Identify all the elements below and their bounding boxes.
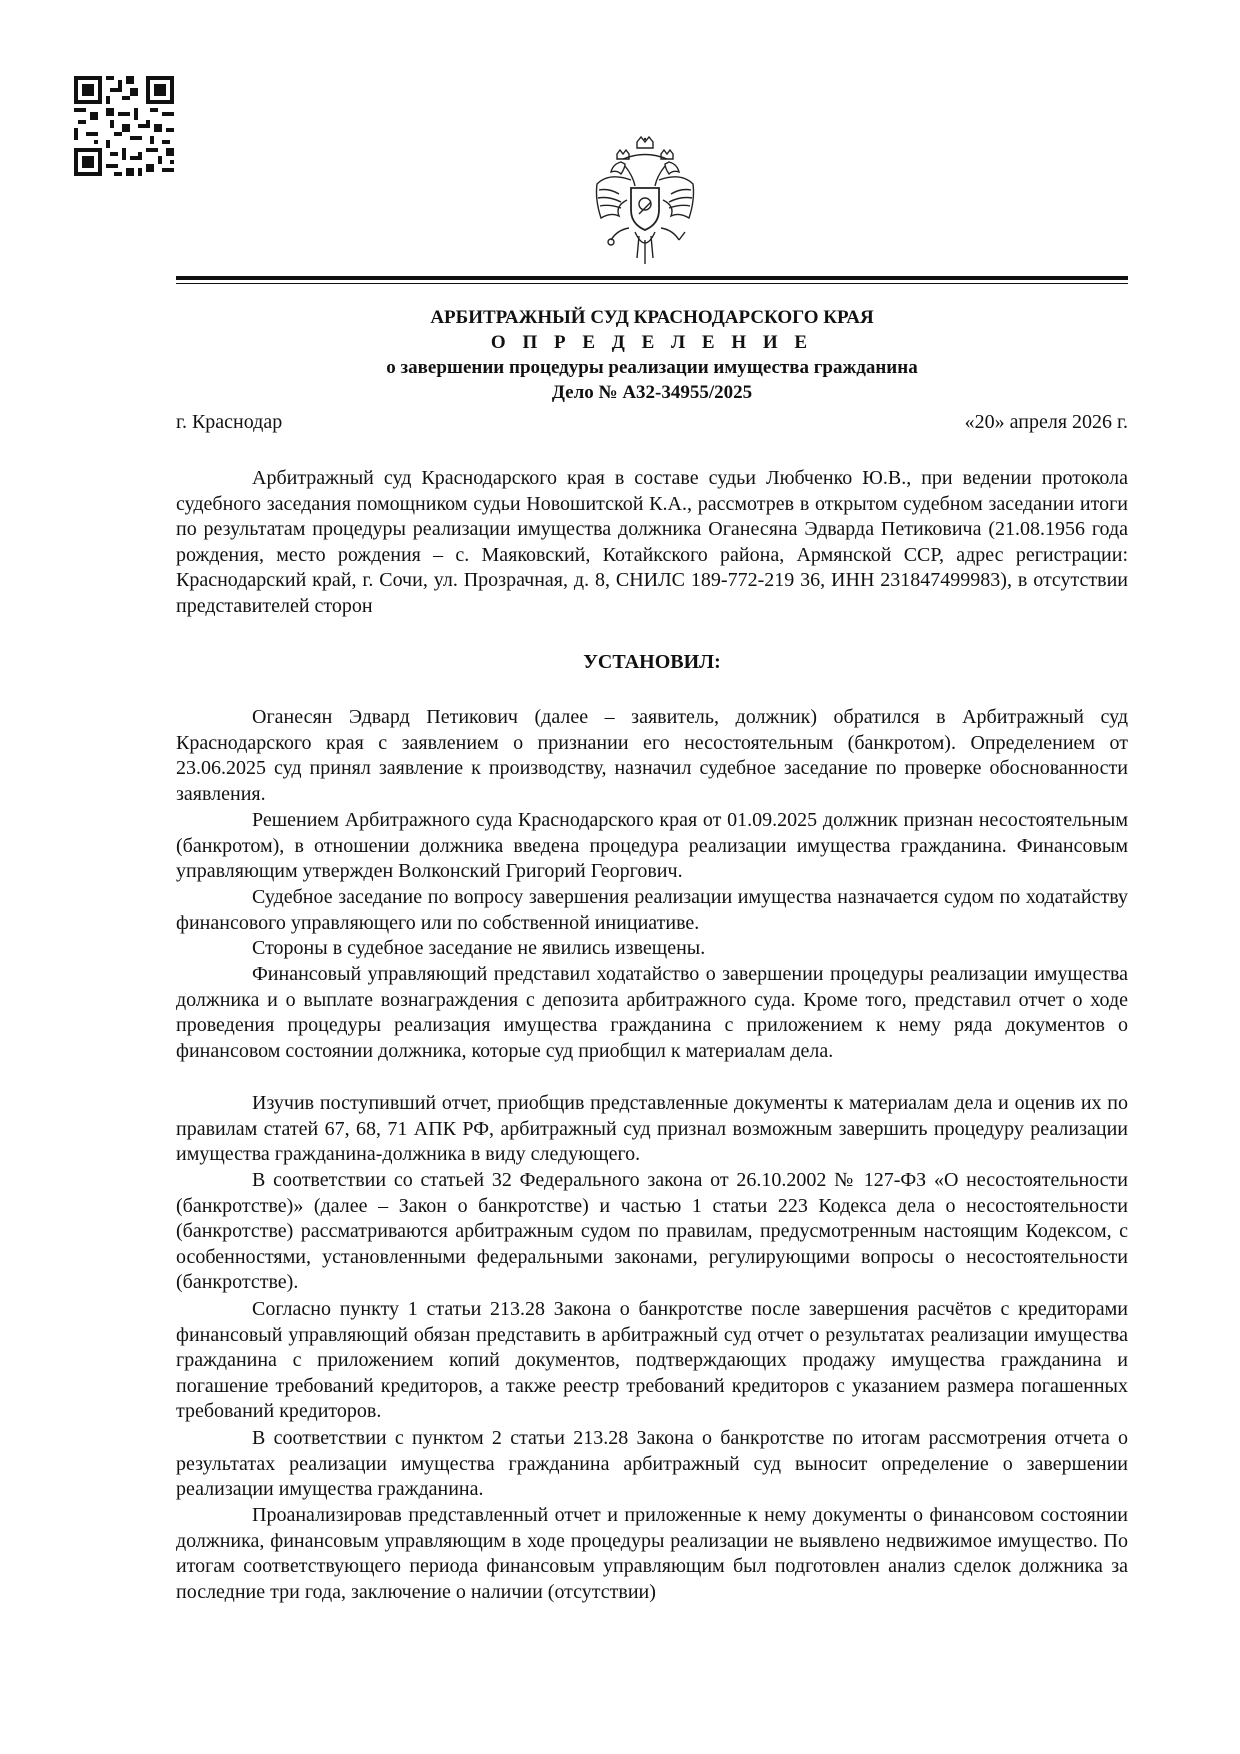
header-rule	[176, 276, 1128, 280]
paragraph: Финансовый управляющий представил ходатайство о завершении процедуры реализации имущества должника и о выплате вознаграждения с депозита арбитражного суда. Кроме того, представил отчет о ходе проведения процедуры реализация имущества гражданина с приложением к нему ряда документов о финансовом состоянии должника, которые суд приобщил к материалам дела.	[176, 963, 1128, 1062]
coat-of-arms-icon	[591, 136, 699, 278]
section-heading: УСТАНОВИЛ:	[583, 651, 721, 673]
case-number: Дело № А32-34955/2025	[551, 382, 753, 403]
paragraph: Согласно пункту 1 статьи 213.28 Закона о банкротстве после завершения расчётов с кредиторами финансовый управляющий обязан представить в арбитражный суд отчет о результатах реализации имущества гражданина с приложением копий документов, подтверждающих продажу имущества гражданина и погашение требований кредиторов, а также реестр требований кредиторов с указанием размера погашенных требований кредиторов.	[176, 1298, 1128, 1422]
document-type: О П Р Е Д Е Л Е Н И Е	[490, 332, 814, 353]
court-name: АРБИТРАЖНЫЙ СУД КРАСНОДАРСКОГО КРАЯ	[430, 307, 874, 328]
paragraph: В соответствии со статьей 32 Федерального закона от 26.10.2002 № 127-ФЗ «О несостоятельности (банкротстве)» (далее – Закон о банкротстве) и частью 1 статьи 223 Кодекса дела о несостоятельности (банкротстве) рассматриваются арбитражным судом по правилам, предусмотренным настоящим Кодексом, с особенностями, установленными федеральными законами, регулирующими вопросы о несостоятельности (банкротстве).	[176, 1169, 1128, 1293]
paragraph: Стороны в судебное заседание не явились извещены.	[252, 937, 706, 959]
city: г. Краснодар	[176, 411, 283, 433]
document-date: «20» апреля 2026 г.	[964, 411, 1128, 433]
paragraph: Решением Арбитражного суда Краснодарского края от 01.09.2025 должник признан несостоятельным (банкротом), в отношении должника введена процедура реализации имущества гражданина. Финансовым управляющим утвержден Волконский Григорий Георгович.	[176, 809, 1128, 882]
paragraph: Судебное заседание по вопросу завершения реализации имущества назначается судом по ходатайству финансового управляющего или по собственной инициативе.	[176, 886, 1128, 934]
qr-code-icon	[74, 76, 174, 176]
document-header	[176, 305, 1128, 405]
header-rule-thin	[176, 283, 1128, 284]
place-date-line	[176, 410, 1128, 434]
paragraph: Изучив поступивший отчет, приобщив представленные документы к материалам дела и оценив их по правилам статей 67, 68, 71 АПК РФ, арбитражный суд признал возможным завершить процедуру реализации имущества гражданина-должника в виду следующего.	[176, 1092, 1128, 1165]
document-subject: о завершении процедуры реализации имущества гражданина	[386, 357, 918, 378]
paragraph: Проанализировав представленный отчет и приложенные к нему документы о финансовом состоянии должника, финансовым управляющим в ходе процедуры реализации не выявлено недвижимое имущество. По итогам соответствующего периода финансовым управляющим был подготовлен анализ сделок должника за последние три года, заключение о наличии (отсутствии)	[176, 1504, 1128, 1603]
intro-paragraph: Арбитражный суд Краснодарского края в составе судьи Любченко Ю.В., при ведении протокола судебного заседания помощником судьи Новошитской К.А., рассмотрев в открытом судебном заседании итоги по результатам процедуры реализации имущества должника Оганесяна Эдварда Петиковича (21.08.1956 года рождения, место рождения – с. Маяковский, Котайкского района, Армянской ССР, адрес регистрации: Краснодарский край, г. Сочи, ул. Прозрачная, д. 8, СНИЛС 189-772-219 36, ИНН 231847499983), в отсутствии представителей сторон	[176, 467, 1128, 617]
paragraph: Оганесян Эдвард Петикович (далее – заявитель, должник) обратился в Арбитражный суд Краснодарского края с заявлением о признании его несостоятельным (банкротом). Определением от 23.06.2025 суд принял заявление к производству, назначил судебное заседание по проверке обоснованности заявления.	[176, 706, 1128, 805]
paragraph: В соответствии с пунктом 2 статьи 213.28 Закона о банкротстве по итогам рассмотрения отчета о результатах реализации имущества гражданина арбитражный суд выносит определение о завершении реализации имущества гражданина.	[176, 1427, 1128, 1500]
